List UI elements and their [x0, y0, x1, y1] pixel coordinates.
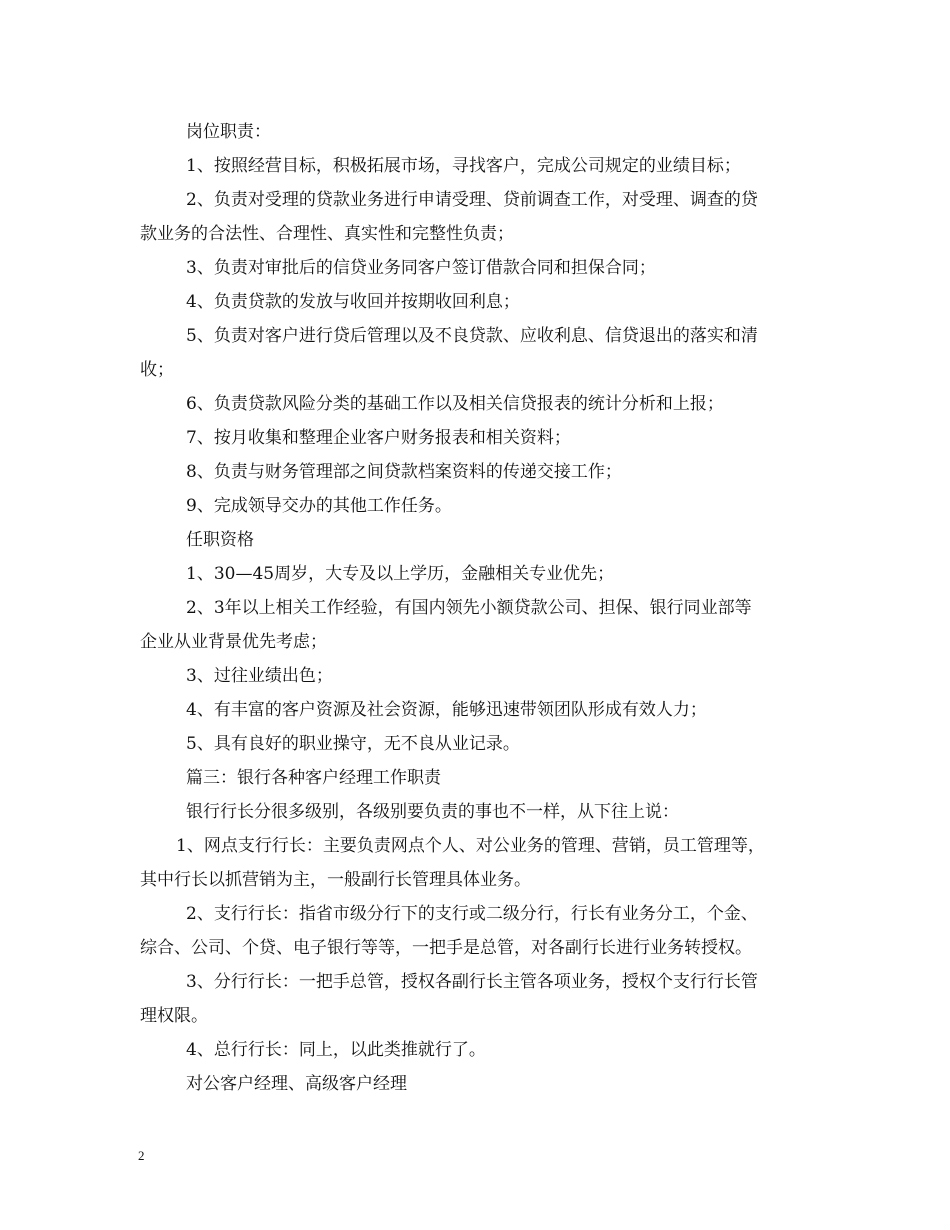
paragraph-line: 其中行长以抓营销为主，一般副行长管理具体业务。	[140, 870, 531, 890]
paragraph-line: 8、负责与财务管理部之间贷款档案资料的传递交接工作；	[186, 462, 622, 482]
paragraph-line: 4、总行行长：同上，以此类推就行了。	[186, 1040, 486, 1060]
paragraph-line: 1、按照经营目标，积极拓展市场，寻找客户，完成公司规定的业绩目标；	[186, 156, 741, 176]
paragraph-line: 1、网点支行行长：主要负责网点个人、对公业务的管理、营销，员工管理等，	[176, 836, 765, 856]
paragraph-line: 7、按月收集和整理企业客户财务报表和相关资料；	[186, 428, 571, 448]
paragraph-line: 综合、公司、个贷、电子银行等等，一把手是总管，对各副行长进行业务转授权。	[140, 938, 752, 958]
paragraph-line: 收；	[140, 360, 174, 380]
heading-qualifications: 任职资格	[186, 530, 254, 550]
paragraph-line: 对公客户经理、高级客户经理	[186, 1074, 407, 1094]
paragraph-line: 款业务的合法性、合理性、真实性和完整性负责；	[140, 224, 514, 244]
section-heading: 篇三：银行各种客户经理工作职责	[186, 768, 441, 788]
paragraph-line: 5、负责对客户进行贷后管理以及不良贷款、应收利息、信贷退出的落实和清	[186, 326, 758, 346]
paragraph-line: 银行行长分很多级别，各级别要负责的事也不一样，从下往上说：	[186, 802, 679, 822]
paragraph-line: 5、具有良好的职业操守，无不良从业记录。	[186, 734, 520, 754]
paragraph-line: 6、负责贷款风险分类的基础工作以及相关信贷报表的统计分析和上报；	[186, 394, 724, 414]
paragraph-line: 9、完成领导交办的其他工作任务。	[186, 496, 452, 516]
paragraph-line: 2、3年以上相关工作经验，有国内领先小额贷款公司、担保、银行同业部等	[186, 598, 752, 618]
paragraph-line: 3、过往业绩出色；	[186, 666, 333, 686]
paragraph-line: 4、有丰富的客户资源及社会资源，能够迅速带领团队形成有效人力；	[186, 700, 707, 720]
paragraph-line: 2、支行行长：指省市级分行下的支行或二级分行，行长有业务分工，个金、	[186, 904, 758, 924]
paragraph-line: 2、负责对受理的贷款业务进行申请受理、贷前调查工作，对受理、调查的贷	[186, 190, 758, 210]
paragraph-line: 企业从业背景优先考虑；	[140, 632, 327, 652]
heading-job-duties: 岗位职责：	[186, 122, 271, 142]
paragraph-line: 3、负责对审批后的信贷业务同客户签订借款合同和担保合同；	[186, 258, 656, 278]
paragraph-line: 3、分行行长：一把手总管，授权各副行长主管各项业务，授权个支行行长管	[186, 972, 758, 992]
paragraph-line: 理权限。	[140, 1006, 208, 1026]
page-number: 2	[138, 1148, 145, 1163]
paragraph-line: 1、30—45周岁，大专及以上学历，金融相关专业优先；	[186, 564, 615, 584]
paragraph-line: 4、负责贷款的发放与收回并按期收回利息；	[186, 292, 520, 312]
